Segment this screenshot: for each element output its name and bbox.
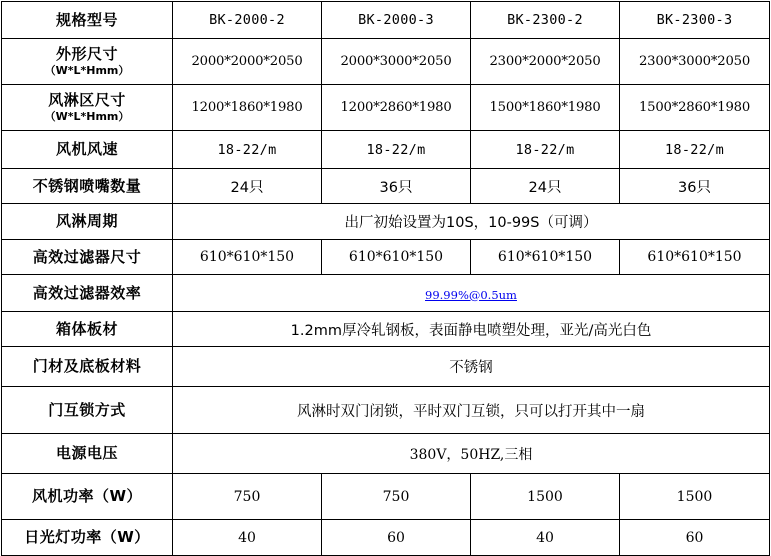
voltage-value: 380V，50HZ,三相	[173, 434, 770, 474]
fan-speed-cell: 18-22/m	[471, 131, 620, 169]
filter-size-cell: 610*610*150	[322, 240, 471, 275]
fan-power-cell: 1500	[471, 474, 620, 520]
row-nozzles	[2, 169, 770, 204]
label-fan-speed: 风机风速	[2, 131, 173, 169]
label-outer-size: 外形尺寸 （W*L*Hmm）	[2, 39, 173, 85]
shower-size-cell: 1200*2860*1980	[322, 85, 471, 131]
outer-size-cell: 2300*3000*2050	[620, 39, 770, 85]
label-lamp-power: 日光灯功率（W）	[2, 520, 173, 556]
cabinet-value: 1.2mm厚冷轧钢板，表面静电喷塑处理，亚光/高光白色	[173, 312, 770, 347]
model-cell: BK-2300-2	[471, 2, 620, 39]
row-interlock	[2, 387, 770, 434]
outer-size-cell: 2000*3000*2050	[322, 39, 471, 85]
door-value: 不锈钢	[173, 347, 770, 387]
label-fan-power: 风机功率（W）	[2, 474, 173, 520]
fan-power-cell: 750	[173, 474, 322, 520]
label-period: 风淋周期	[2, 204, 173, 240]
row-fan-power	[2, 474, 770, 520]
row-period	[2, 204, 770, 240]
shower-size-cell: 1200*1860*1980	[173, 85, 322, 131]
model-cell: BK-2000-3	[322, 2, 471, 39]
nozzle-count-cell: 24只	[173, 169, 322, 204]
lamp-power-cell: 60	[620, 520, 770, 556]
row-efficiency	[2, 275, 770, 312]
label-interlock: 门互锁方式	[2, 387, 173, 434]
label-nozzles: 不锈钢喷嘴数量	[2, 169, 173, 204]
model-cell: BK-2000-2	[173, 2, 322, 39]
label-cabinet: 箱体板材	[2, 312, 173, 347]
fan-speed-cell: 18-22/m	[322, 131, 471, 169]
period-value: 出厂初始设置为10S，10-99S（可调）	[173, 204, 770, 240]
row-lamp-power	[2, 520, 770, 556]
interlock-value: 风淋时双门闭锁，平时双门互锁，只可以打开其中一扇	[173, 387, 770, 434]
fan-speed-cell: 18-22/m	[173, 131, 322, 169]
label-shower-size: 风淋区尺寸 （W*L*Hmm）	[2, 85, 173, 131]
row-filter-size	[2, 240, 770, 275]
efficiency-value-cell	[173, 275, 770, 312]
fan-power-cell: 1500	[620, 474, 770, 520]
label-filter-size: 高效过滤器尺寸	[2, 240, 173, 275]
outer-size-cell: 2300*2000*2050	[471, 39, 620, 85]
row-door	[2, 347, 770, 387]
efficiency-link[interactable]: 99.99%@0.5um	[425, 287, 517, 302]
label-efficiency: 高效过滤器效率	[2, 275, 173, 312]
label-voltage: 电源电压	[2, 434, 173, 474]
nozzle-count-cell: 36只	[620, 169, 770, 204]
row-fan-speed	[2, 131, 770, 169]
nozzle-count-cell: 24只	[471, 169, 620, 204]
row-model	[2, 2, 770, 39]
shower-size-cell: 1500*2860*1980	[620, 85, 770, 131]
model-cell: BK-2300-3	[620, 2, 770, 39]
spec-table	[1, 1, 770, 556]
filter-size-cell: 610*610*150	[620, 240, 770, 275]
filter-size-cell: 610*610*150	[173, 240, 322, 275]
lamp-power-cell: 40	[471, 520, 620, 556]
row-outer-size	[2, 39, 770, 85]
label-model: 规格型号	[2, 2, 173, 39]
row-voltage	[2, 434, 770, 474]
fan-power-cell: 750	[322, 474, 471, 520]
nozzle-count-cell: 36只	[322, 169, 471, 204]
lamp-power-cell: 60	[322, 520, 471, 556]
row-cabinet	[2, 312, 770, 347]
label-door: 门材及底板材料	[2, 347, 173, 387]
lamp-power-cell: 40	[173, 520, 322, 556]
outer-size-cell: 2000*2000*2050	[173, 39, 322, 85]
shower-size-cell: 1500*1860*1980	[471, 85, 620, 131]
row-shower-size	[2, 85, 770, 131]
filter-size-cell: 610*610*150	[471, 240, 620, 275]
fan-speed-cell: 18-22/m	[620, 131, 770, 169]
